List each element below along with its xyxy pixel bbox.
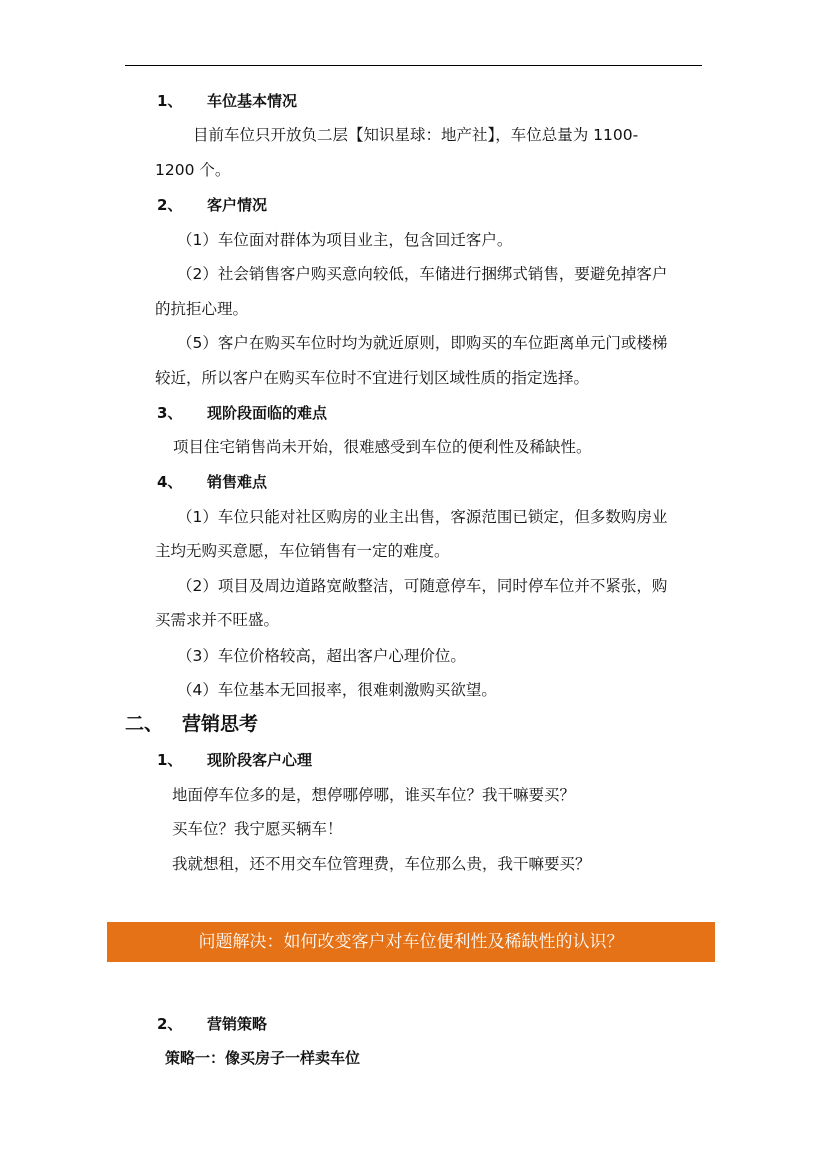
header-rule xyxy=(125,65,702,66)
paragraph-line: 项目住宅销售尚未开始，很难感受到车位的便利性及稀缺性。 xyxy=(173,438,592,456)
paragraph-line: 1200 个。 xyxy=(155,161,231,179)
subsection-1-heading xyxy=(157,749,312,771)
section-2-heading xyxy=(157,194,267,216)
part-2-heading xyxy=(125,711,258,737)
section-3-heading xyxy=(157,402,327,424)
section-number: 1、 xyxy=(157,751,183,769)
part-number: 二、 xyxy=(125,713,164,735)
paragraph-line: 主均无购买意愿，车位销售有一定的难度。 xyxy=(155,542,450,560)
section-number: 2、 xyxy=(157,196,183,214)
subsection-2-heading xyxy=(157,1013,267,1035)
section-number: 3、 xyxy=(157,404,183,422)
paragraph-line: 目前车位只开放负二层【知识星球：地产社】，车位总量为 1100- xyxy=(193,126,639,144)
section-number: 1、 xyxy=(157,92,183,110)
paragraph-line: （2）项目及周边道路宽敞整洁，可随意停车，同时停车位并不紧张，购 xyxy=(177,577,668,595)
section-number: 2、 xyxy=(157,1015,183,1033)
section-number: 4、 xyxy=(157,473,183,491)
problem-banner: 问题解决：如何改变客户对车位便利性及稀缺性的认识？ xyxy=(107,922,715,962)
customer-quote: 买车位？我宁愿买辆车！ xyxy=(172,820,343,838)
section-title: 车位基本情况 xyxy=(207,92,298,110)
paragraph-line: 的抗拒心理。 xyxy=(155,300,249,318)
paragraph-line: 较近，所以客户在购买车位时不宜进行划区域性质的指定选择。 xyxy=(155,369,590,387)
strategy-heading: 策略一：像买房子一样卖车位 xyxy=(165,1049,361,1067)
part-title: 营销思考 xyxy=(182,713,259,735)
customer-quote: 地面停车位多的是，想停哪停哪，谁买车位？我干嘛要买？ xyxy=(172,786,576,804)
section-title: 客户情况 xyxy=(207,196,268,214)
section-title: 营销策略 xyxy=(207,1015,268,1033)
paragraph-line: 买需求并不旺盛。 xyxy=(155,611,280,629)
section-title: 销售难点 xyxy=(207,473,268,491)
section-4-heading xyxy=(157,471,267,493)
paragraph-line: （1）车位面对群体为项目业主，包含回迁客户。 xyxy=(177,231,513,249)
section-title: 现阶段面临的难点 xyxy=(207,404,328,422)
paragraph-line: （1）车位只能对社区购房的业主出售，客源范围已锁定，但多数购房业 xyxy=(177,508,668,526)
paragraph-line: （5）客户在购买车位时均为就近原则，即购买的车位距离单元门或楼梯 xyxy=(177,334,668,352)
section-title: 现阶段客户心理 xyxy=(207,751,313,769)
paragraph-line: （2）社会销售客户购买意向较低，车储进行捆绑式销售，要避免掉客户 xyxy=(177,265,668,283)
paragraph-line: （3）车位价格较高，超出客户心理价位。 xyxy=(177,647,466,665)
paragraph-line: （4）车位基本无回报率，很难刺激购买欲望。 xyxy=(177,681,497,699)
customer-quote: 我就想租，还不用交车位管理费，车位那么贵，我干嘛要买？ xyxy=(172,855,591,873)
section-1-heading xyxy=(157,90,297,112)
